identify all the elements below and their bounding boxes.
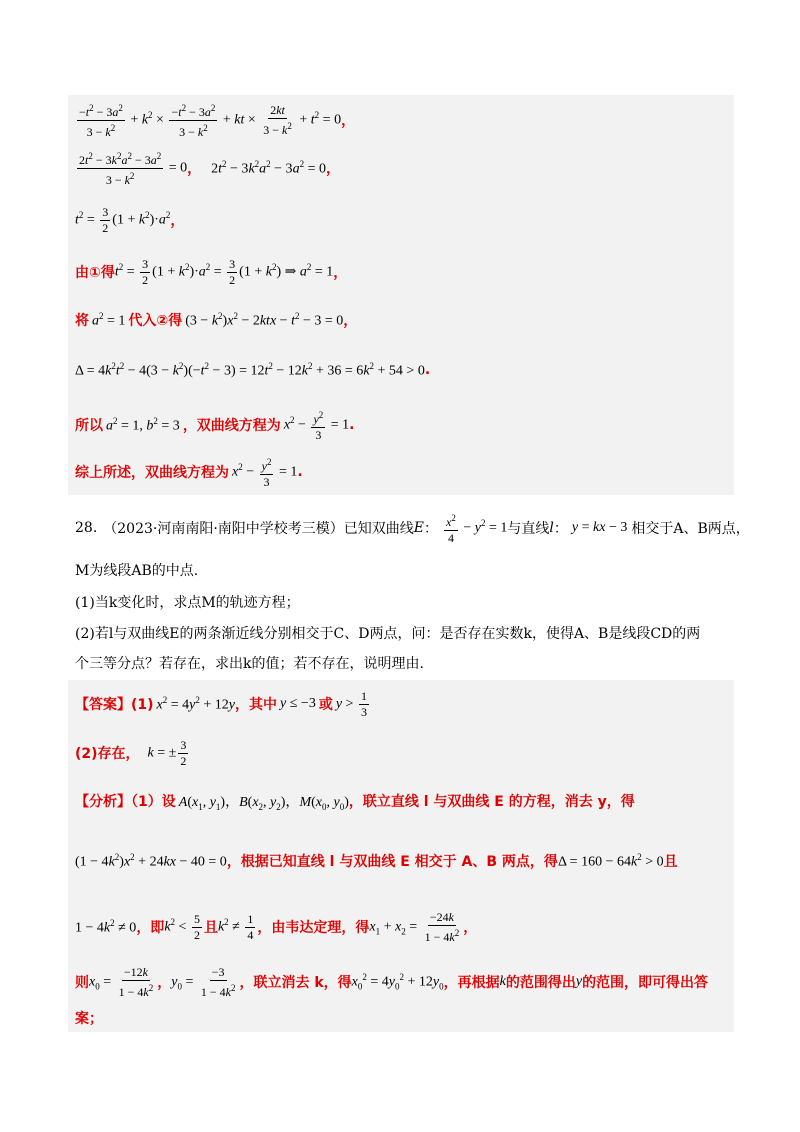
an-text4: ，由韦达定理，得: [257, 920, 370, 936]
line-name: l: [549, 520, 554, 536]
analysis-line-1: [75, 783, 635, 819]
analysis-line-3: [75, 907, 477, 947]
question-part-2a: (2)若l与双曲线E的两条渐近线分别相交于C、D两点，问：是否存在实数k，使得A、B是线段CD的两: [75, 626, 701, 642]
math-ans1-cond2: y > $\frac{1}{3}$: [335, 688, 367, 719]
an-and: 且: [663, 854, 678, 870]
math-an-k2: $k^2$ ≠ $\frac{1}{4}$: [217, 911, 254, 942]
math-line8: $x^2$ − $\frac{y^2}{3}$ = 1: [232, 456, 298, 489]
answer-line-1: [75, 684, 371, 724]
math-an-locus: $x_0^2 = 4y_0^2 + 12y_0$: [351, 972, 444, 992]
an-k: k: [499, 974, 506, 989]
math-eq2a: $\frac{2t^2 - 3k^2a^2 - 3a^2}{3 - k^2}$ = 0: [79, 150, 188, 187]
eq-line-7: [75, 405, 355, 445]
eq-line-1: [75, 100, 355, 140]
an-sep: ，: [157, 975, 172, 991]
math-line6: $\Delta = 4k^2t^2 - 4(3 - k^2)(-t^2 - 3) = 12t^2 - 12k^2 + 36 = 6k^2 + 54 > 0$: [75, 360, 425, 379]
an-comma: ，: [463, 920, 478, 936]
question-line-2: M为线段AB的中点.: [75, 563, 199, 579]
line6-end: .: [424, 362, 431, 378]
math-ans1: $x^2 = 4y^2 + 12y$: [156, 694, 236, 713]
eq2-end: ，: [325, 161, 340, 177]
eq-line-2: [75, 148, 340, 188]
math-ans2: k = ± $\frac{3}{2}$: [147, 737, 187, 768]
an-text9: 案；: [75, 1011, 103, 1027]
math-an-delta: $\Delta = 160 - 64k^2 > 0$: [557, 851, 664, 870]
math-an-y0: $y_0$ = $\frac{-3}{1 - 4k^2}$: [171, 964, 236, 999]
an-text5: ，联立消去 k，得: [239, 975, 352, 991]
eq2-sep: ，: [187, 161, 202, 177]
math-curve-eq: $\frac{x^2}{4}$ − $y^2 = 1$: [446, 512, 508, 545]
analysis-line-2: [75, 843, 678, 879]
line5-mid: 代入②得: [128, 313, 183, 329]
math-an-x0: $x_0$ = $\frac{-12k}{1 - 4k^2}$: [89, 964, 154, 999]
question-source: （2023·河南南阳·南阳中学校考三模）已知双曲线: [103, 521, 414, 537]
eq-line-5: [75, 302, 357, 338]
line5-pre: 将: [75, 313, 89, 329]
line7-mid: ，双曲线方程为: [182, 418, 281, 434]
an-text2: ，根据已知直线 l 与双曲线 E 相交于 A、B 两点，得: [226, 854, 558, 870]
math-line5a: $a^2 = 1$: [92, 310, 126, 329]
line8-end: .: [297, 464, 303, 480]
math-line5b: $(3 - k^2)x^2 - 2ktx - t^2 - 3 = 0$: [185, 310, 344, 329]
question-line-1: 28. （2023·河南南阳·南阳中学校考三模）已知双曲线 E ： $\frac{x^2}{4}$ − $y^2 = 1$ 与直线 l ： y = kx − 3 相交于A、B两点，: [75, 512, 750, 545]
an-text8: 的范围，即可得出答: [582, 975, 709, 991]
ans1-mid: ，其中: [235, 697, 278, 713]
an-text6: ，再根据: [443, 975, 500, 991]
line7-pre: 所以: [75, 418, 103, 434]
answer-line-2: [75, 733, 190, 773]
an-then: 则: [75, 975, 89, 991]
analysis-line-5: [75, 1006, 103, 1030]
eq-line-6: [75, 352, 430, 388]
line4-pre: 由①得: [75, 265, 115, 281]
math-line7a: $a^2 = 1$, $b^2 = 3$: [106, 415, 180, 434]
eq-line-8: [75, 452, 303, 492]
math-eq3: $t^2$ = $\frac{3}{2}$ $(1 + k^2)\cdot a^2$: [75, 204, 171, 235]
math-eq2b: $2t^2 - 3k^2a^2 - 3a^2 = 0$: [211, 158, 326, 177]
math-line4: $t^2$ = $\frac{3}{2}$ $(1 + k^2)\cdot a^2$ = $\frac{3}{2}$ $(1 + k^2)$ ⇒ $a^2 = 1$: [114, 256, 334, 287]
curve-name: E: [413, 520, 425, 536]
an-text1: ，联立直线 l 与双曲线 E 的方程，消去 y，得: [348, 794, 635, 810]
ans1-or: 或: [318, 697, 333, 713]
math-an-sum: $x_1 + x_2$ = $\frac{-24k}{1 - 4k^2}$: [369, 909, 460, 944]
question-tail: 相交于A、B两点，: [631, 521, 750, 537]
math-an-k1: $k^2$ < $\frac{5}{2}$: [164, 911, 200, 942]
line7-end: .: [349, 417, 355, 433]
math-eq1: $\frac{-t^2 - 3a^2}{3 - k^2}$ + $k^2$ × $\frac{-t^2 - 3a^2}{3 - k^2}$ + kt × $\frac{2kt}{3 - k^2}$ + $t^2 = 0$: [79, 102, 342, 139]
line4-end: ，: [333, 265, 348, 281]
an-text3: ，即: [136, 920, 165, 936]
answer-label: 【答案】(1): [75, 697, 154, 713]
math-an-points: $A(x_1$, $y_1$)，$B(x_2$, $y_2$)，$M(x_0$, $y_0$): [178, 794, 349, 812]
math-line-eq: y = kx − 3: [571, 520, 628, 535]
question-part-1: (1)当k变化时，求点M的轨迹方程；: [75, 595, 300, 611]
math-line7b: $x^2$ − $\frac{y^2}{3}$ = 1: [283, 409, 350, 442]
line8-pre: 综上所述，双曲线方程为: [75, 465, 229, 481]
an-text7: 的范围得出: [505, 975, 576, 991]
math-an-cond: $1 - 4k^2 \ne 0$: [75, 917, 137, 936]
question-number: 28.: [75, 520, 98, 536]
an-and2: 且: [203, 920, 218, 936]
math-ans1-cond1: y ≤ −3: [280, 696, 316, 711]
analysis-line-4: [75, 962, 708, 1002]
eq3-end: ，: [170, 213, 185, 229]
eq-line-3: [75, 200, 184, 240]
math-an-eq: $(1 - 4k^2)x^2 + 24kx - 40 = 0$: [75, 851, 227, 870]
an-y: y: [575, 974, 583, 989]
analysis-label: 【分析】（1）设: [75, 794, 176, 810]
eq-line-4: [75, 252, 347, 292]
ans2-pre: (2)存在，: [75, 746, 140, 762]
eq1-end: ，: [341, 113, 356, 129]
question-part-2b: 个三等分点？若存在，求出k的值；若不存在，说明理由.: [75, 656, 424, 672]
question-mid: 与直线: [507, 521, 550, 537]
line5-end: ，: [343, 313, 358, 329]
